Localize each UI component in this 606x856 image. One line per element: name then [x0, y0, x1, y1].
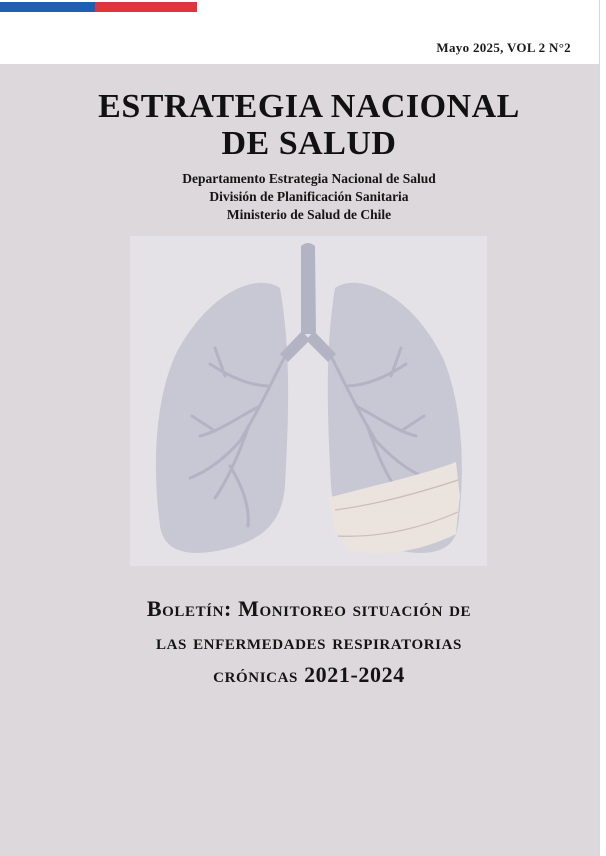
ministry-name: Ministerio de Salud de Chile	[226, 207, 392, 222]
title-line-1: ESTRATEGIA NACIONAL	[98, 88, 520, 125]
title-line-2: DE SALUD	[221, 125, 397, 162]
bulletin-line-1: Boletín: Monitoreo situación de	[146, 596, 472, 621]
flag-blue-segment	[0, 2, 95, 12]
department-name: Departamento Estrategia Nacional de Salud	[182, 171, 436, 186]
division-name: División de Planificación Sanitaria	[209, 189, 409, 204]
bulletin-line-3: crónicas 2021-2024	[213, 662, 405, 687]
bulletin-title	[0, 592, 606, 691]
trachea	[301, 243, 316, 334]
lungs-with-bandage-icon	[130, 236, 487, 566]
chile-flag-stripe	[0, 2, 197, 12]
institution-block	[0, 170, 606, 224]
flag-red-segment	[95, 2, 197, 12]
page-title	[0, 88, 606, 162]
issue-info: Mayo 2025, VOL 2 N°2	[436, 40, 571, 55]
bulletin-line-2: las enfermedades respiratorias	[155, 629, 462, 654]
